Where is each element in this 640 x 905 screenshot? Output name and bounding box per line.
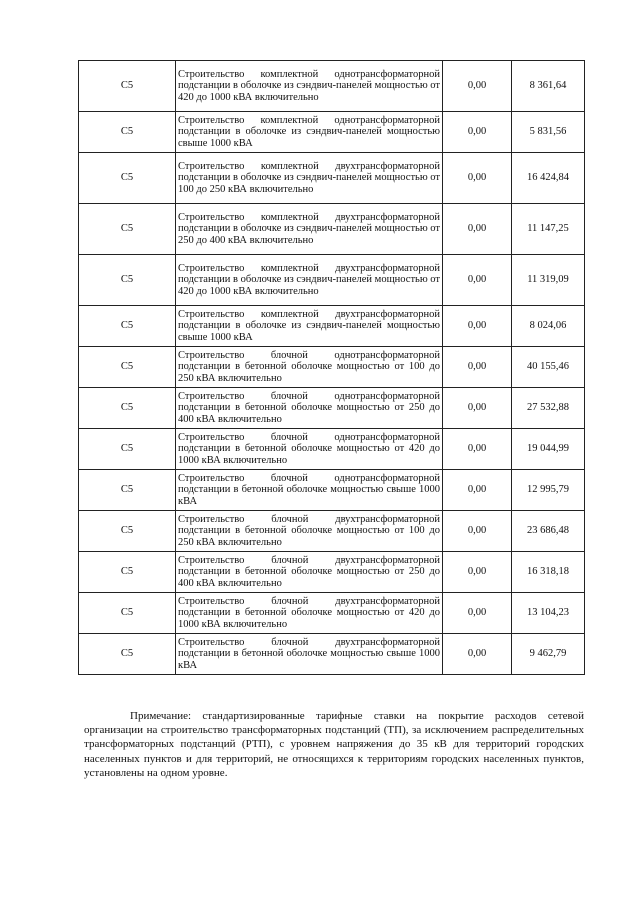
code-cell: С5 [79, 112, 176, 153]
code-cell: С5 [79, 204, 176, 255]
description-cell: Строительство комплектной двухтрансформаторной подстанции в оболочке из сэндвич-панелей мощностью свыше 1000 кВА [176, 306, 443, 347]
code-cell: С5 [79, 552, 176, 593]
description-cell: Строительство комплектной двухтрансформаторной подстанции в оболочке из сэндвич-панелей мощностью от 250 до 400 кВА включительно [176, 204, 443, 255]
table-row [79, 552, 585, 593]
value-cell: 16 318,18 [512, 552, 585, 593]
table-row [79, 470, 585, 511]
value-cell: 40 155,46 [512, 347, 585, 388]
code-cell: С5 [79, 61, 176, 112]
description-cell: Строительство блочной двухтрансформаторной подстанции в бетонной оболочке мощностью от 420 до 1000 кВА включительно [176, 593, 443, 634]
table-row [79, 112, 585, 153]
value-cell: 13 104,23 [512, 593, 585, 634]
rate-cell: 0,00 [443, 593, 512, 634]
value-cell: 23 686,48 [512, 511, 585, 552]
code-cell: С5 [79, 470, 176, 511]
value-cell: 8 361,64 [512, 61, 585, 112]
rate-cell: 0,00 [443, 153, 512, 204]
value-cell: 9 462,79 [512, 634, 585, 675]
rate-cell: 0,00 [443, 306, 512, 347]
note-paragraph: Примечание: стандартизированные тарифные ставки на покрытие расходов сетевой организации на строительство трансформаторных подстанций (ТП), за исключением распределительных трансформаторных подстанций (РТП), с уровнем напряжения до 35 кВ для территорий городских населенных пунктов и для территорий, не относящихся к территориям городских населенных пунктов, установлены на одном уровне. [84, 710, 584, 779]
description-cell: Строительство блочной двухтрансформаторной подстанции в бетонной оболочке мощностью от 100 до 250 кВА включительно [176, 511, 443, 552]
table-row [79, 306, 585, 347]
tariff-table-body [79, 61, 585, 675]
rate-cell: 0,00 [443, 634, 512, 675]
code-cell: С5 [79, 306, 176, 347]
value-cell: 11 147,25 [512, 204, 585, 255]
description-cell: Строительство блочной двухтрансформаторной подстанции в бетонной оболочке мощностью свыше 1000 кВА [176, 634, 443, 675]
table-row [79, 204, 585, 255]
code-cell: С5 [79, 429, 176, 470]
code-cell: С5 [79, 347, 176, 388]
code-cell: С5 [79, 388, 176, 429]
code-cell: С5 [79, 255, 176, 306]
description-cell: Строительство блочной однотрансформаторной подстанции в бетонной оболочке мощностью от 250 до 400 кВА включительно [176, 388, 443, 429]
rate-cell: 0,00 [443, 511, 512, 552]
rate-cell: 0,00 [443, 61, 512, 112]
description-cell: Строительство блочной двухтрансформаторной подстанции в бетонной оболочке мощностью от 250 до 400 кВА включительно [176, 552, 443, 593]
table-row [79, 61, 585, 112]
value-cell: 27 532,88 [512, 388, 585, 429]
table-row [79, 153, 585, 204]
code-cell: С5 [79, 593, 176, 634]
table-row [79, 429, 585, 470]
table-row [79, 388, 585, 429]
description-cell: Строительство комплектной двухтрансформаторной подстанции в оболочке из сэндвич-панелей мощностью от 100 до 250 кВА включительно [176, 153, 443, 204]
code-cell: С5 [79, 153, 176, 204]
table-row [79, 634, 585, 675]
value-cell: 19 044,99 [512, 429, 585, 470]
rate-cell: 0,00 [443, 112, 512, 153]
code-cell: С5 [79, 511, 176, 552]
rate-cell: 0,00 [443, 388, 512, 429]
table-row [79, 511, 585, 552]
description-cell: Строительство комплектной однотрансформаторной подстанции в оболочке из сэндвич-панелей мощностью свыше 1000 кВА [176, 112, 443, 153]
table-row [79, 593, 585, 634]
tariff-table [78, 60, 585, 675]
rate-cell: 0,00 [443, 429, 512, 470]
code-cell: С5 [79, 634, 176, 675]
table-row [79, 255, 585, 306]
value-cell: 16 424,84 [512, 153, 585, 204]
description-cell: Строительство комплектной двухтрансформаторной подстанции в оболочке из сэндвич-панелей мощностью от 420 до 1000 кВА включительно [176, 255, 443, 306]
description-cell: Строительство блочной однотрансформаторной подстанции в бетонной оболочке мощностью от 420 до 1000 кВА включительно [176, 429, 443, 470]
value-cell: 12 995,79 [512, 470, 585, 511]
rate-cell: 0,00 [443, 255, 512, 306]
rate-cell: 0,00 [443, 470, 512, 511]
value-cell: 11 319,09 [512, 255, 585, 306]
rate-cell: 0,00 [443, 347, 512, 388]
value-cell: 8 024,06 [512, 306, 585, 347]
value-cell: 5 831,56 [512, 112, 585, 153]
description-cell: Строительство комплектной однотрансформаторной подстанции в оболочке из сэндвич-панелей мощностью от 420 до 1000 кВА включительно [176, 61, 443, 112]
rate-cell: 0,00 [443, 204, 512, 255]
rate-cell: 0,00 [443, 552, 512, 593]
description-cell: Строительство блочной однотрансформаторной подстанции в бетонной оболочке мощностью от 100 до 250 кВА включительно [176, 347, 443, 388]
table-row [79, 347, 585, 388]
description-cell: Строительство блочной однотрансформаторной подстанции в бетонной оболочке мощностью свыше 1000 кВА [176, 470, 443, 511]
